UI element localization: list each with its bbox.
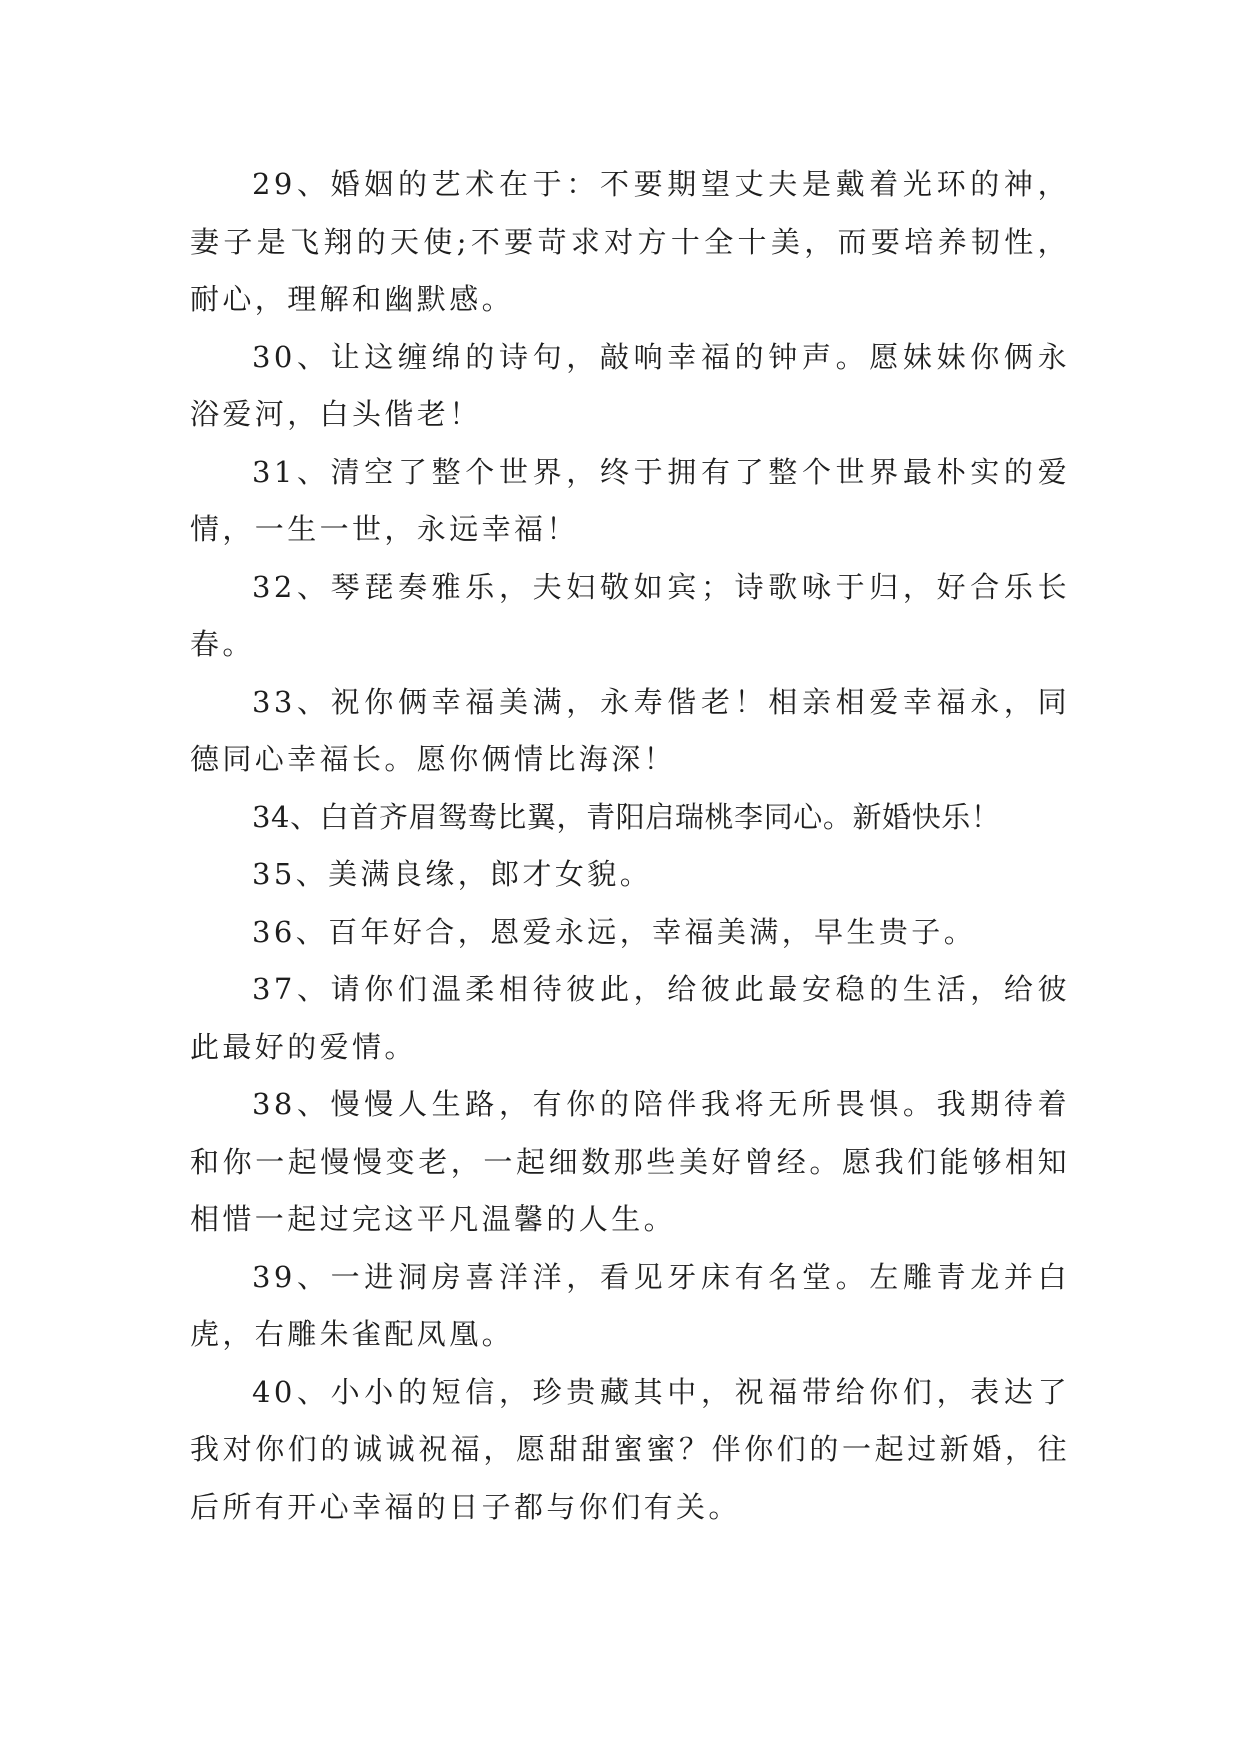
paragraph-29: 29、婚姻的艺术在于：不要期望丈夫是戴着光环的神，妻子是飞翔的天使;不要苛求对方十全十美，而要培养韧性，耐心，理解和幽默感。: [190, 167, 1070, 316]
paragraph-38: 38、慢慢人生路，有你的陪伴我将无所畏惧。我期待着和你一起慢慢变老，一起细数那些美好曾经。愿我们能够相知相惜一起过完这平凡温馨的人生。: [190, 1087, 1070, 1236]
paragraph-39: 39、一进洞房喜洋洋，看见牙床有名堂。左雕青龙并白虎，右雕朱雀配凤凰。: [190, 1259, 1070, 1351]
paragraph-31: 31、清空了整个世界，终于拥有了整个世界最朴实的爱情，一生一世，永远幸福！: [190, 454, 1070, 546]
paragraph-30: 30、让这缠绵的诗句，敲响幸福的钟声。愿妹妹你俩永浴爱河，白头偕老！: [190, 339, 1070, 431]
paragraph-32: 32、琴琵奏雅乐，夫妇敬如宾；诗歌咏于归，好合乐长春。: [190, 569, 1070, 661]
paragraph-36: 36、百年好合，恩爱永远，幸福美满，早生贵子。: [252, 914, 977, 949]
paragraph-33: 33、祝你俩幸福美满，永寿偕老！相亲相爱幸福永，同德同心幸福长。愿你俩情比海深！: [190, 684, 1070, 776]
paragraph-40: 40、小小的短信，珍贵藏其中，祝福带给你们，表达了我对你们的诚诚祝福，愿甜甜蜜蜜？伴你们的一起过新婚，往后所有开心幸福的日子都与你们有关。: [190, 1374, 1070, 1524]
paragraph-35: 35、美满良缘，郎才女貌。: [252, 857, 653, 891]
document-body: [190, 156, 1070, 1536]
paragraph-34: 34、白首齐眉鸳鸯比翼，青阳启瑞桃李同心。新婚快乐！: [252, 799, 1001, 834]
paragraph-37: 37、请你们温柔相待彼此，给彼此最安稳的生活，给彼此最好的爱情。: [190, 972, 1070, 1064]
